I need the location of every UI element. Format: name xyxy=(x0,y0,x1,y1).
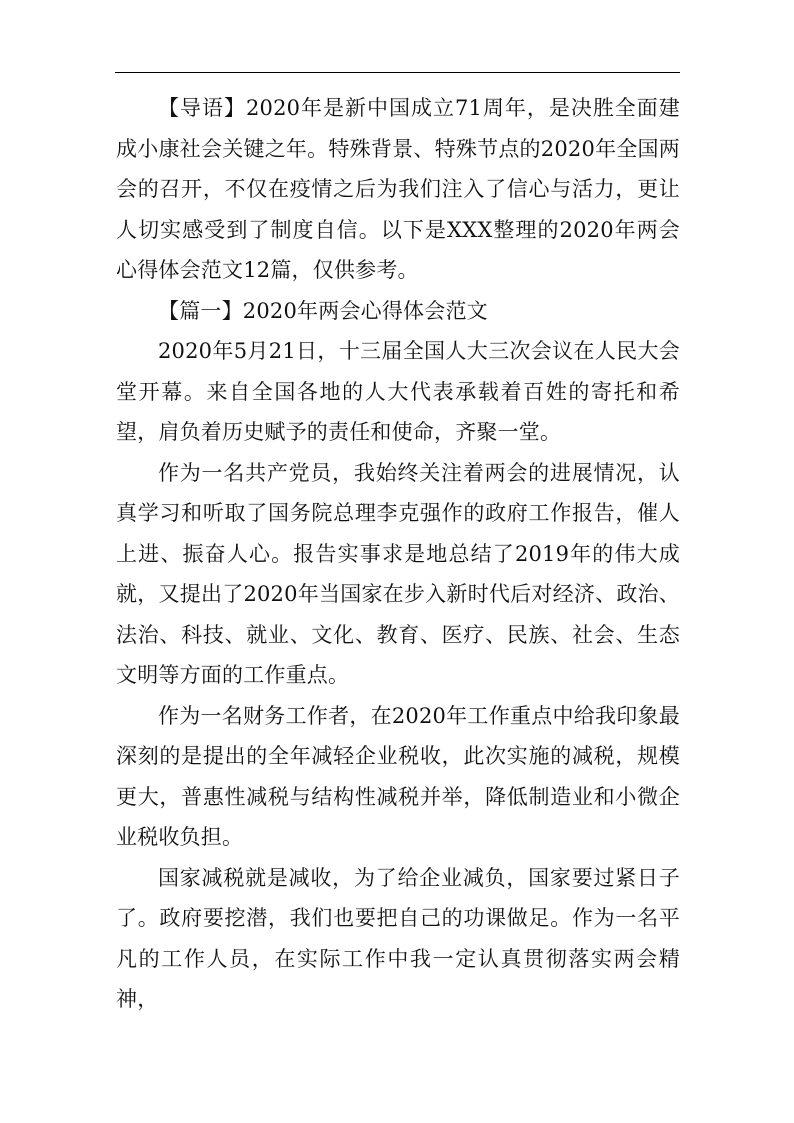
body-paragraph: 2020年5月21日，十三届全国人大三次会议在人民大会堂开幕。来自全国各地的人大代表承载着百姓的寄托和希望，肩负着历史赋予的责任和使命，齐聚一堂。 xyxy=(116,339,680,444)
intro-paragraph: 【导语】2020年是新中国成立71周年，是决胜全面建成小康社会关键之年。特殊背景、特殊节点的2020年全国两会的召开，不仅在疫情之后为我们注入了信心与活力，更让人切实感受到了制度自信。以下是XXX整理的2020年两会心得体会范文12篇，仅供参考。 xyxy=(116,96,680,282)
document-body xyxy=(116,88,680,1020)
section-heading: 【篇一】2020年两会心得体会范文 xyxy=(158,298,488,323)
body-paragraph: 作为一名财务工作者，在2020年工作重点中给我印象最深刻的是提出的全年减轻企业税收，此次实施的减税，规模更大，普惠性减税与结构性减税并举，降低制造业和小微企业税收负担。 xyxy=(116,703,680,849)
body-paragraph: 国家减税就是减收，为了给企业减负，国家要过紧日子了。政府要挖潜，我们也要把自己的功课做足。作为一名平凡的工作人员，在实际工作中我一定认真贯彻落实两会精神， xyxy=(116,865,680,1011)
body-paragraph: 作为一名共产党员，我始终关注着两会的进展情况，认真学习和听取了国务院总理李克强作的政府工作报告，催人上进、振奋人心。报告实事求是地总结了2019年的伟大成就，又提出了2020年当国家在步入新时代后对经济、政治、法治、科技、就业、文化、教育、医疗、民族、社会、生态文明等方面的工作重点。 xyxy=(116,460,680,687)
header-rule xyxy=(115,72,680,73)
